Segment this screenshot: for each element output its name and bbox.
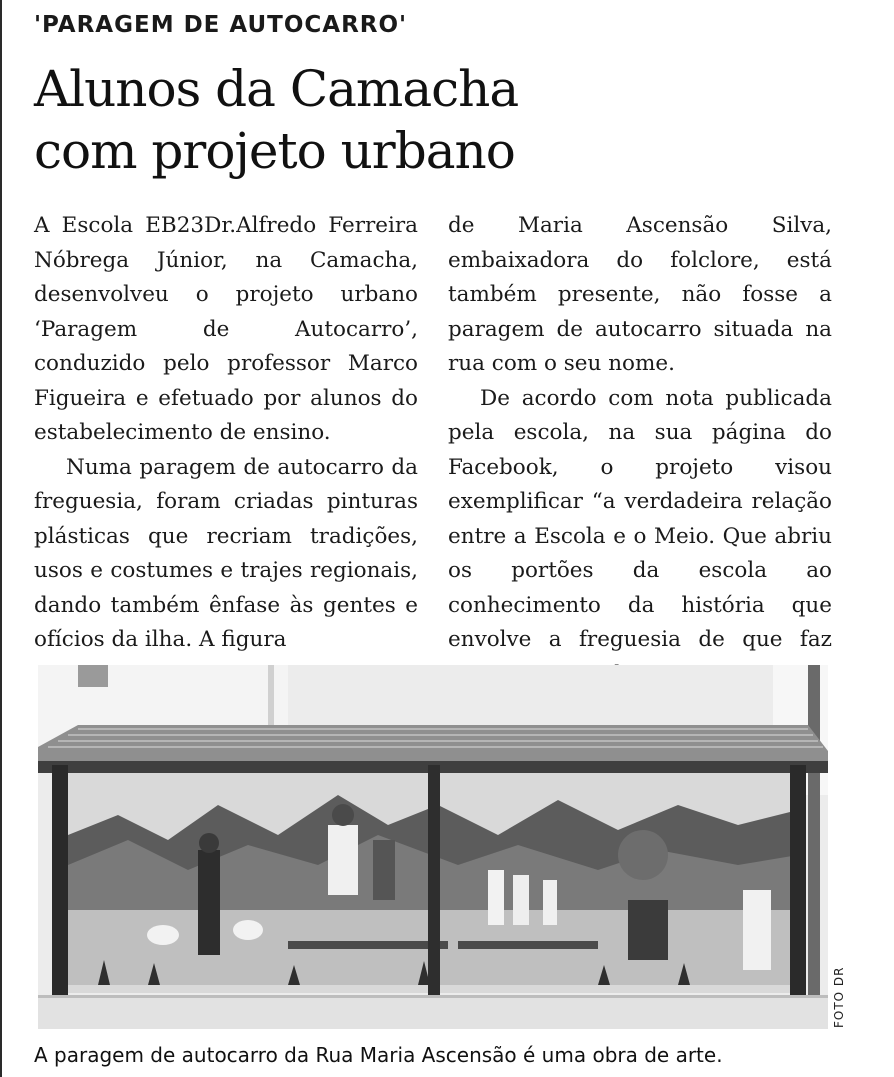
body-column-left (34, 209, 418, 658)
page-left-rule (0, 0, 2, 1077)
article-kicker: 'PARAGEM DE AUTOCARRO' (34, 12, 408, 38)
paragraph: A Escola EB23Dr.Alfredo Ferreira Nóbrega Júnior, na Camacha, desenvolveu o projeto urbano ‘Paragem de Autocarro’, conduzido pelo professor Marco Figueira e efetuado por alunos do estabelecimento de ensino. (34, 213, 418, 445)
bus-stop-mural-photo (38, 665, 828, 1029)
paragraph: De acordo com nota publicada pela escola, na sua página do Facebook, o projeto visou exemplificar “a verdadeira relação entre a Escola e o Meio. Que abriu os portões da escola ao conhecimento da história que envolve a freguesia de que faz (448, 385, 832, 652)
photo-credit: FOTO DR (832, 966, 846, 1028)
article-headline (34, 58, 874, 182)
paragraph: Numa paragem de autocarro da freguesia, foram criadas pinturas plásticas que recriam tradições, usos e costumes e trajes regionais, dando também ênfase às gentes e ofícios da ilha. A figura (34, 454, 418, 652)
paragraph: de Maria Ascensão Silva, embaixadora do folclore, está também presente, não fosse a paragem de autocarro situada na rua com o seu nome. (448, 213, 832, 376)
photo-caption: A paragem de autocarro da Rua Maria Ascensão é uma obra de arte. (34, 1043, 723, 1067)
body-column-right (448, 209, 832, 692)
headline-line-1: Alunos da Camacha (34, 60, 519, 118)
headline-line-2: com projeto urbano (34, 122, 515, 180)
